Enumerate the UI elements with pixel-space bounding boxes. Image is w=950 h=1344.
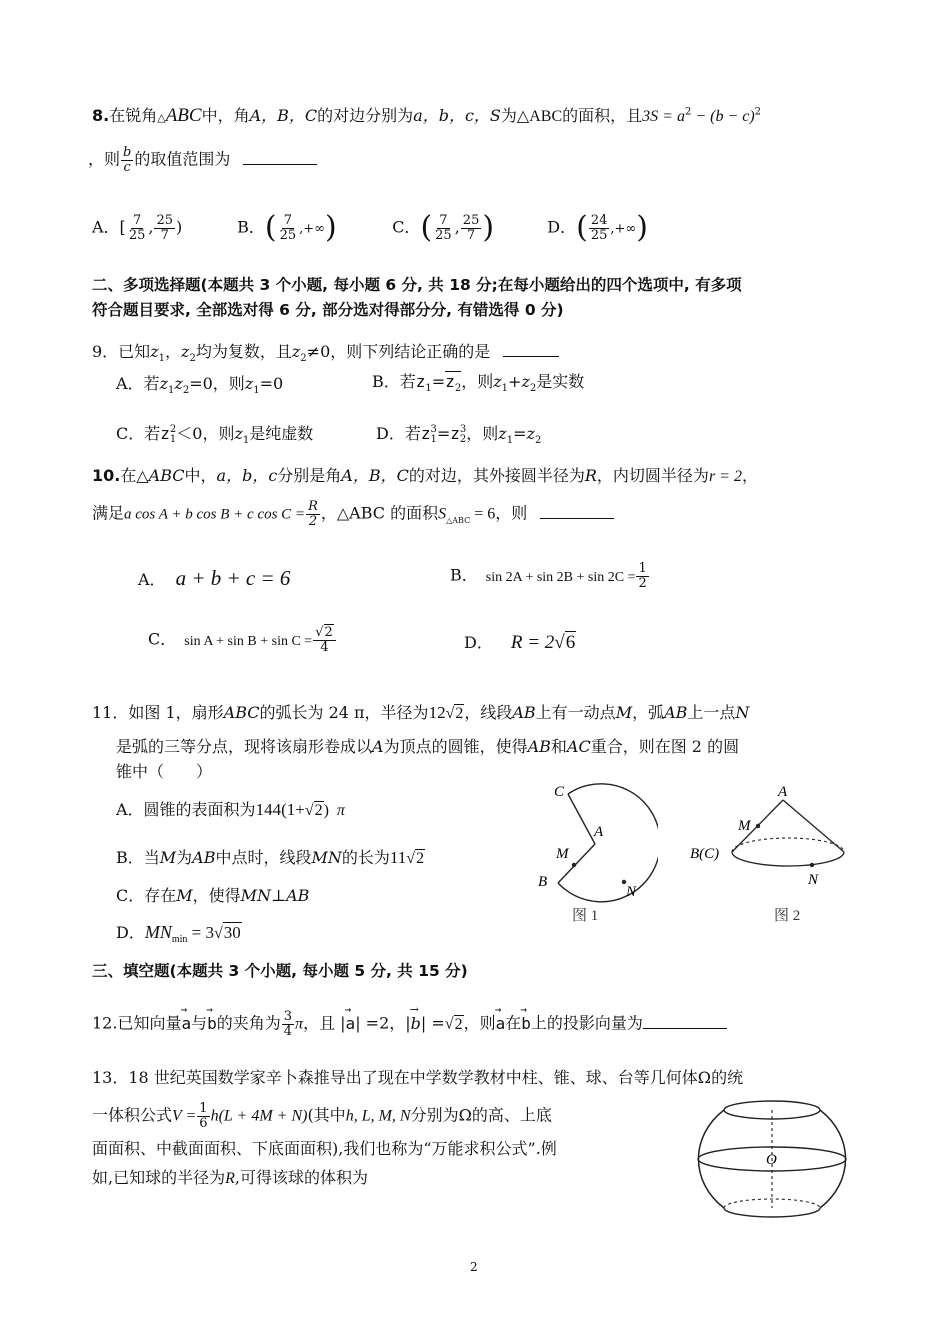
q11-sqrt-sign: √ bbox=[214, 925, 223, 942]
q11-b-text: B．当 bbox=[116, 848, 160, 867]
q8-option-b[interactable] bbox=[237, 210, 387, 246]
q10-c-label: C． bbox=[148, 629, 177, 649]
q9-var: z bbox=[159, 374, 168, 393]
q10-sqrt-sign: √ bbox=[315, 625, 324, 640]
q12-vector-a: → a bbox=[181, 1014, 191, 1033]
q8-den: 25 bbox=[128, 227, 146, 243]
fig2-caption: 图 2 bbox=[774, 908, 801, 924]
q11-var: M bbox=[176, 886, 193, 905]
q13-formula: h(L + 4M + N) bbox=[210, 1107, 308, 1125]
q11-c-text: ，使得 bbox=[192, 886, 241, 905]
q9-option-a[interactable] bbox=[116, 374, 283, 397]
q8-sides: a，b，c，S bbox=[413, 106, 501, 125]
q12-answer-blank[interactable] bbox=[643, 1014, 727, 1029]
fig1-label-b: B bbox=[538, 874, 548, 890]
q12-sqrt-arg: 2 bbox=[454, 1015, 463, 1033]
q9-var: z bbox=[415, 372, 426, 391]
q12-text: | =2，| bbox=[355, 1013, 411, 1033]
q11-text: 是弧的三等分点，现将该扇形卷成以 bbox=[116, 737, 373, 756]
q9-text: ≠0，则下列结论正确的是 bbox=[306, 342, 491, 361]
q9-c-text: ，则 bbox=[202, 424, 235, 443]
q8-line1 bbox=[92, 105, 761, 128]
q9-sub: 1 bbox=[168, 385, 175, 397]
q9-b-text: B．若 bbox=[372, 372, 416, 391]
q9-sub: 1 bbox=[430, 433, 437, 445]
q12-text: ，且 | bbox=[303, 1013, 346, 1033]
q9-sub: 1 bbox=[158, 353, 165, 365]
q10-eq: r = 2 bbox=[708, 468, 742, 485]
section3-title: 三、填空题(本题共 3 个小题, 每小题 5 分, 共 15 分) bbox=[92, 962, 468, 980]
q12-text: ，则 bbox=[463, 1013, 496, 1033]
q8-den: 25 bbox=[435, 227, 452, 243]
q10-d-label: D． bbox=[464, 633, 493, 652]
q11-a-math: 144(1+ bbox=[255, 800, 305, 819]
q13-line2 bbox=[92, 1102, 552, 1130]
q11-sqrt-sign: √ bbox=[406, 850, 416, 867]
q11-var: A bbox=[372, 737, 384, 756]
q8-num: 7 bbox=[439, 212, 448, 228]
q13-line3: 面面积、中截面面积、下底面面积),我们也称为“万能求积公式”.例 bbox=[92, 1139, 557, 1158]
q8-option-a[interactable] bbox=[92, 214, 232, 242]
q9-var: z bbox=[498, 424, 507, 443]
q9-eq: = bbox=[436, 424, 451, 443]
fig2-label-a: A bbox=[778, 784, 788, 800]
q13-frac bbox=[197, 1102, 209, 1130]
q10-number: 10. bbox=[92, 466, 121, 485]
q8-answer-blank[interactable] bbox=[243, 150, 317, 165]
q11-var: AB bbox=[527, 737, 551, 756]
q9-a-text: =0，则 bbox=[189, 374, 245, 393]
q8-frac-den: c bbox=[123, 159, 131, 175]
q11-var: N bbox=[735, 703, 750, 722]
page-number: 2 bbox=[470, 1260, 478, 1274]
q13-den: 6 bbox=[199, 1115, 208, 1131]
q9-eq: = bbox=[431, 372, 446, 391]
q9-var: z bbox=[291, 342, 301, 361]
q11-text: 的弧长为 24 π，半径为 bbox=[259, 703, 429, 722]
q9-c-text: 是纯虚数 bbox=[249, 424, 314, 443]
q11-option-b[interactable] bbox=[116, 848, 425, 868]
fig2-label-m: M bbox=[738, 818, 751, 834]
q8-frac bbox=[127, 214, 148, 242]
q9-var: z bbox=[181, 342, 190, 361]
q9-var: z bbox=[244, 374, 254, 393]
sphere-outline-left bbox=[699, 1110, 725, 1208]
q8-paren: ) bbox=[636, 210, 648, 245]
q12-line bbox=[92, 1010, 727, 1038]
fig2-slant-right bbox=[783, 800, 844, 852]
q9-sub: 2 bbox=[529, 383, 537, 395]
q8-den: 25 bbox=[590, 227, 608, 243]
q11-c-text: C．存在 bbox=[116, 886, 177, 905]
q8-option-c[interactable] bbox=[392, 210, 542, 246]
q10-abc: ABC bbox=[148, 466, 185, 485]
q13-text: 一体积公式 bbox=[92, 1105, 173, 1125]
section2-title-line2: 符合题目要求, 全部选对得 6 分, 部分选对得部分分, 有错选得 0 分) bbox=[92, 301, 564, 319]
fig1-arc bbox=[558, 784, 658, 902]
q8-paren: ( bbox=[420, 210, 433, 245]
q9-sub: 1 bbox=[501, 383, 509, 395]
q11-figure2-cone bbox=[688, 780, 848, 930]
q11-line2 bbox=[116, 737, 739, 756]
q9-var: z bbox=[493, 372, 502, 391]
q8-abc2: △ABC bbox=[516, 108, 563, 125]
q8-num: 7 bbox=[283, 212, 292, 228]
q10-text: 分别是角 bbox=[277, 466, 342, 485]
q9-d-text: ，则 bbox=[466, 424, 499, 443]
q9-var: z bbox=[450, 424, 460, 443]
q8-frac bbox=[589, 214, 610, 242]
q10-text: 满足 bbox=[92, 503, 125, 523]
q8-den: 25 bbox=[279, 227, 297, 243]
q11-var: AB bbox=[286, 886, 310, 905]
q11-sqrt-arg: 2 bbox=[416, 850, 425, 867]
q12-vector-b: → b bbox=[411, 1014, 421, 1033]
q12-num: 3 bbox=[283, 1009, 293, 1024]
q11-text: 和 bbox=[550, 737, 567, 756]
q10-text: ，内切圆半径为 bbox=[596, 466, 709, 485]
q12-text: 在 bbox=[505, 1013, 522, 1033]
q9-sub: 1 bbox=[425, 383, 432, 395]
q12-text: 的夹角为 bbox=[216, 1013, 281, 1033]
q8-num: 24 bbox=[590, 212, 608, 228]
q11-a-text: A．圆锥的表面积为 bbox=[116, 800, 256, 819]
q12-sqrt-sign: √ bbox=[444, 1015, 454, 1033]
q8-end: ) bbox=[176, 217, 183, 237]
q8-paren: ( bbox=[264, 210, 277, 245]
q11-b-num: 11 bbox=[389, 848, 407, 867]
q11-b-text: 的长为 bbox=[341, 848, 390, 867]
q11-perp: ⊥ bbox=[271, 886, 287, 905]
q13-text: (其中 bbox=[307, 1105, 346, 1125]
q8-frac-num: b bbox=[123, 145, 132, 160]
q11-line3: 锥中（ ） bbox=[116, 762, 213, 781]
q11-var: M bbox=[159, 848, 177, 867]
q11-text: 上一点 bbox=[687, 703, 736, 722]
q9-answer-blank[interactable] bbox=[503, 342, 559, 357]
q9-sup: 2 bbox=[169, 423, 177, 435]
sphere-bottom-front bbox=[724, 1208, 820, 1217]
fig1-radius-ac bbox=[568, 794, 595, 844]
q10-line2 bbox=[92, 500, 614, 528]
q10-frac bbox=[313, 626, 336, 654]
q9-var: z bbox=[150, 342, 159, 361]
q8-option-c-label: C． bbox=[392, 217, 421, 237]
q10-den: 4 bbox=[320, 639, 329, 655]
q8-sup: 2 bbox=[684, 106, 692, 118]
q11-var: M bbox=[615, 703, 633, 722]
sphere-center-label: O bbox=[766, 1152, 777, 1168]
q8-text: 为 bbox=[500, 106, 517, 125]
q13-line4 bbox=[92, 1168, 368, 1188]
q11-text: 重合，则在图 2 的圆 bbox=[590, 737, 740, 756]
q10-num bbox=[313, 626, 336, 641]
q11-sqrt-arg: 2 bbox=[314, 802, 323, 819]
q8-text: 在锐角 bbox=[109, 106, 158, 125]
q9-a-text: A．若 bbox=[116, 374, 160, 393]
q8-triangle: △ bbox=[157, 111, 166, 124]
q11-a-pi: π bbox=[336, 802, 345, 819]
q11-var: AB bbox=[664, 703, 688, 722]
q13-figure-sphere bbox=[686, 1092, 858, 1224]
q8-rest: ,+∞ bbox=[610, 221, 637, 237]
q8-frac bbox=[433, 214, 454, 242]
q11-text: 11．如图 1，扇形 bbox=[92, 703, 224, 722]
q10-a-label: A． bbox=[138, 570, 166, 589]
q10-text: 中， bbox=[184, 466, 217, 485]
q9-sub: 2 bbox=[534, 435, 542, 447]
q8-frac bbox=[154, 214, 175, 242]
q10-answer-blank[interactable] bbox=[540, 504, 614, 519]
q9-sub: 1 bbox=[242, 435, 250, 447]
q10-line1 bbox=[92, 466, 758, 486]
q11-var: AB bbox=[512, 703, 536, 722]
q9-conjugate bbox=[445, 371, 462, 395]
q11-a-math: ) bbox=[323, 802, 329, 819]
q8-frac bbox=[278, 214, 299, 242]
q11-sqrt-arg: 30 bbox=[223, 923, 241, 942]
q11-text: 上有一动点 bbox=[535, 703, 616, 722]
q9-b-text: 是实数 bbox=[536, 372, 585, 391]
q9-sub: 2 bbox=[300, 353, 307, 365]
q11-option-d[interactable] bbox=[116, 922, 242, 946]
q8-line2 bbox=[88, 146, 317, 174]
q10-sqrt-arg: 6 bbox=[565, 632, 576, 653]
q10-a-math: a + b + c = 6 bbox=[175, 566, 291, 590]
q8-text: 中，角 bbox=[201, 106, 250, 125]
q13-text: ,可得该球的体积为 bbox=[234, 1168, 368, 1187]
q11-b-text: 为 bbox=[176, 848, 193, 867]
q13-text: 如,已知球的半径为 bbox=[92, 1168, 226, 1187]
q10-var: R bbox=[584, 466, 597, 485]
q11-text: 为顶点的圆锥，使得 bbox=[383, 737, 528, 756]
q11-var: MN bbox=[144, 922, 172, 942]
q9-option-c[interactable] bbox=[116, 424, 313, 447]
q8-option-d-label: D． bbox=[547, 217, 577, 237]
q8-fraction bbox=[121, 146, 133, 174]
q13-formula: V = bbox=[172, 1107, 197, 1125]
q10-b-label: B． bbox=[450, 565, 478, 585]
q8-formula: − (b − c) bbox=[691, 108, 755, 125]
q9-var: z bbox=[234, 424, 243, 443]
q9-c-text: C．若 bbox=[116, 424, 161, 443]
q10-sqrt-sign: √ bbox=[554, 632, 565, 653]
q12-vector-a: → a bbox=[346, 1014, 356, 1033]
q8-text: 的面积，且 bbox=[562, 106, 643, 125]
q9-var: z bbox=[526, 424, 535, 443]
q9-text: ， bbox=[165, 342, 182, 361]
q10-frac bbox=[636, 562, 648, 590]
q8-num: 25 bbox=[156, 212, 173, 228]
q10-option-b[interactable] bbox=[450, 562, 650, 590]
q8-num: 25 bbox=[462, 212, 480, 228]
q10-d-math: R = 2 bbox=[510, 632, 555, 653]
q9-d-text: D．若 bbox=[376, 424, 421, 443]
q13-num: 1 bbox=[199, 1101, 208, 1116]
q9-b-text: ，则 bbox=[461, 372, 494, 391]
q8-rest: ,+∞ bbox=[299, 221, 325, 237]
fig1-point-m bbox=[572, 863, 576, 867]
q10-frac bbox=[306, 500, 320, 528]
q8-text: 的取值范围为 bbox=[134, 149, 231, 169]
q8-paren: ) bbox=[324, 210, 337, 245]
q10-eq: = 6 bbox=[470, 505, 496, 523]
q11-num: 12 bbox=[428, 703, 446, 722]
q10-formula: a cos A + b cos B + c cos C = bbox=[124, 506, 306, 523]
q10-text: ， bbox=[741, 466, 758, 485]
q8-option-b-label: B． bbox=[237, 217, 265, 237]
q12-text: 上的投影向量为 bbox=[530, 1013, 643, 1033]
q9-sub: 2 bbox=[182, 385, 190, 397]
section2-title-line1: 二、多项选择题(本题共 3 个小题, 每小题 6 分, 共 18 分;在每小题给出的四个选项中, 有多项 bbox=[92, 276, 742, 294]
q11-figure1-sector bbox=[528, 780, 658, 930]
q8-option-d[interactable] bbox=[547, 210, 697, 246]
q8-options bbox=[92, 210, 697, 246]
q11-line1 bbox=[92, 703, 749, 723]
q11-text: ，弧 bbox=[632, 703, 665, 722]
q8-sup: 2 bbox=[754, 106, 762, 118]
q9-a-text: =0 bbox=[259, 374, 284, 393]
q11-option-c[interactable] bbox=[116, 886, 309, 905]
q11-sub: min bbox=[171, 934, 188, 946]
q10-den: 2 bbox=[308, 513, 318, 529]
q8-text: 的对边分别为 bbox=[317, 106, 414, 125]
q11-text: ，线段 bbox=[464, 703, 513, 722]
q10-option-c[interactable] bbox=[148, 626, 337, 654]
q11-sqrt-arg: 2 bbox=[455, 705, 464, 722]
q12-den: 4 bbox=[283, 1023, 293, 1039]
q12-vector-b: → b bbox=[207, 1014, 217, 1033]
q10-b-math: sin 2A + sin 2B + sin 2C = bbox=[485, 569, 636, 585]
q9-var: z bbox=[174, 374, 183, 393]
q8-number: 8. bbox=[92, 106, 110, 125]
fig2-base-front bbox=[732, 852, 844, 866]
q11-var: MN bbox=[311, 848, 342, 867]
q10-text: ，则 bbox=[495, 503, 528, 523]
q8-option-a-label: A．[ bbox=[92, 217, 126, 237]
q12-text: 12.已知向量 bbox=[92, 1013, 182, 1033]
q10-var: S bbox=[438, 505, 447, 523]
q12-pi: π bbox=[295, 1015, 304, 1033]
q9-sub: 2 bbox=[459, 433, 467, 445]
q8-sep: , bbox=[454, 217, 460, 237]
q13-text: 分别为Ω的高、上底 bbox=[410, 1105, 552, 1125]
q10-den: 2 bbox=[638, 575, 647, 591]
fig1-label-c: C bbox=[554, 784, 565, 800]
q11-option-a[interactable] bbox=[116, 800, 345, 820]
q8-text: ，则 bbox=[88, 149, 121, 169]
q9-sup: 3 bbox=[459, 423, 467, 435]
q8-paren: ( bbox=[576, 210, 588, 245]
q9-sub: 2 bbox=[189, 353, 196, 365]
fig1-caption: 图 1 bbox=[572, 908, 599, 924]
q13-var: R bbox=[225, 1170, 235, 1187]
q9-option-d[interactable] bbox=[376, 424, 541, 447]
sphere-outline-right bbox=[820, 1110, 846, 1208]
q8-den: 7 bbox=[160, 227, 169, 243]
q9-sup: 3 bbox=[430, 423, 437, 435]
q10-sides: a，b，c bbox=[216, 466, 278, 485]
fig2-label-n: N bbox=[808, 872, 819, 888]
q11-sqrt-sign: √ bbox=[445, 705, 455, 722]
q11-d-math: = 3 bbox=[187, 923, 214, 942]
q9-var: z bbox=[521, 372, 530, 391]
q13-line1: 13．18 世纪英国数学家辛卜森推导出了现在中学数学教材中柱、锥、球、台等几何体Ω的统 bbox=[92, 1068, 744, 1087]
q12-frac bbox=[282, 1010, 294, 1038]
q12-vector-b: → b bbox=[521, 1014, 531, 1033]
q8-angles: A，B，C bbox=[249, 106, 318, 125]
fig2-label-bc: B(C) bbox=[690, 846, 720, 862]
q10-text: ，△ABC 的面积 bbox=[320, 503, 439, 523]
q9-text: 9．已知 bbox=[92, 342, 151, 361]
q10-sqrt-arg: 2 bbox=[324, 625, 333, 640]
q10-angles: A，B，C bbox=[341, 466, 409, 485]
q9-option-b[interactable] bbox=[372, 372, 584, 395]
q10-option-d[interactable] bbox=[464, 632, 576, 655]
fig1-label-m: M bbox=[556, 846, 569, 862]
q11-var: AB bbox=[192, 848, 216, 867]
q8-den: 7 bbox=[466, 227, 476, 243]
q8-abc: ABC bbox=[165, 105, 202, 126]
q10-num: R bbox=[308, 499, 318, 514]
q8-sep: , bbox=[148, 217, 154, 237]
q11-var: MN bbox=[240, 886, 272, 905]
q8-frac bbox=[461, 214, 482, 242]
q9-var: z bbox=[160, 424, 170, 443]
q13-vars: h, L, M, N bbox=[345, 1107, 411, 1125]
q9-plus: + bbox=[508, 372, 522, 391]
q9-eq: = bbox=[513, 424, 527, 443]
q8-formula: 3S = a bbox=[642, 108, 685, 125]
q9-var: z bbox=[445, 372, 455, 391]
q8-num: 7 bbox=[132, 212, 142, 228]
q10-text: 的对边，其外接圆半径为 bbox=[408, 466, 585, 485]
q9-sub: 2 bbox=[454, 383, 462, 395]
q10-sub: △ABC bbox=[446, 515, 471, 525]
q9-stem bbox=[92, 342, 559, 365]
q9-sub: 1 bbox=[506, 435, 514, 447]
q10-option-a[interactable] bbox=[138, 566, 290, 591]
q12-text: | = bbox=[420, 1013, 445, 1033]
q10-c-math: sin A + sin B + sin C = bbox=[184, 633, 313, 649]
q11-sqrt-sign: √ bbox=[304, 802, 314, 819]
fig2-point-n bbox=[810, 863, 814, 867]
q11-var: AC bbox=[566, 737, 591, 756]
fig2-base-back bbox=[732, 838, 844, 852]
q9-text: 均为复数，且 bbox=[195, 342, 292, 361]
q10-num: 1 bbox=[638, 561, 647, 576]
q9-sub: 1 bbox=[253, 385, 260, 397]
q12-text: 与 bbox=[191, 1013, 208, 1033]
q8-paren: ) bbox=[482, 210, 495, 245]
fig1-label-a: A bbox=[594, 824, 604, 840]
q9-var: z bbox=[420, 424, 431, 443]
fig2-point-m bbox=[756, 824, 760, 828]
q10-text: 在△ bbox=[120, 466, 149, 485]
fig1-label-n: N bbox=[626, 884, 637, 900]
q12-vector-a: → a bbox=[496, 1014, 506, 1033]
q9-c-text: ＜0 bbox=[176, 424, 203, 443]
q11-d-text: D． bbox=[116, 923, 145, 942]
q9-sub: 1 bbox=[169, 433, 177, 445]
q11-b-text: 中点时，线段 bbox=[215, 848, 312, 867]
q11-var: ABC bbox=[223, 703, 260, 722]
